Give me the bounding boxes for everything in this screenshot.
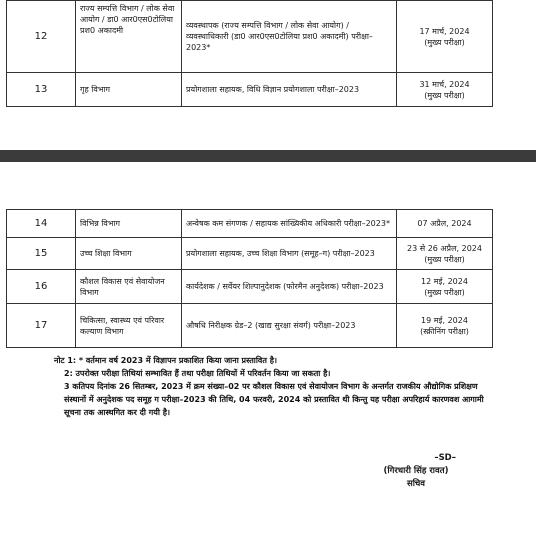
row-number: 12 bbox=[7, 1, 76, 73]
signatory-title: सचिव bbox=[406, 479, 426, 489]
department-cell: राज्य सम्पत्ति विभाग / लोक सेवा आयोग / डा0 आर0एस0टोलिया प्रश0 अकादमी bbox=[76, 1, 182, 73]
row-number: 13 bbox=[7, 73, 76, 107]
exam-type: (मुख्य परीक्षा) bbox=[424, 90, 465, 100]
exam-date: 12 मई, 2024 bbox=[421, 276, 468, 286]
row-number: 17 bbox=[7, 304, 76, 348]
table-row bbox=[7, 270, 493, 304]
page-break-band bbox=[0, 150, 536, 162]
table-row bbox=[7, 210, 493, 238]
row-number: 14 bbox=[7, 210, 76, 238]
exam-schedule-table-bottom bbox=[6, 209, 493, 348]
post-cell: प्रयोगशाला सहायक, विधि विज्ञान प्रयोगशाला परीक्षा–2023 bbox=[182, 73, 397, 107]
signatory-name: (गिरधारी सिंह रावत) bbox=[383, 466, 449, 476]
date-cell bbox=[397, 73, 493, 107]
exam-schedule-table-top bbox=[6, 0, 493, 107]
note-2: 2: उपरोक्त परीक्षा तिथियां सम्भावित हैं तथा परीक्षा तिथियों में परिवर्तन किया जा सकता है। bbox=[64, 369, 331, 378]
post-cell: प्रयोगशाला सहायक, उच्च शिक्षा विभाग (समूह–ग) परीक्षा–2023 bbox=[182, 238, 397, 270]
exam-type: (मुख्य परीक्षा) bbox=[424, 254, 465, 264]
notes-section bbox=[54, 354, 494, 419]
row-number: 16 bbox=[7, 270, 76, 304]
date-cell bbox=[397, 270, 493, 304]
note-3: 3 कतिपय दिनांक 26 सितम्बर, 2023 में क्रम संख्या–02 पर कौशल विकास एवं सेवायोजन विभाग के अन्तर्गत राजकीय औद्योगिक प्रशिक्षण संस्थानों में अनुदेशक पद समूह ग परीक्षा–2023 की तिथि, 04 फरवरी, 2024 को प्रस्तावित थी किन्तु यह परीक्षा अपरिहार्य कारणवश आगामी सूचना तक आस्थगित कर दी गयी है। bbox=[64, 382, 484, 417]
date-cell bbox=[397, 210, 493, 238]
exam-date: 19 मई, 2024 bbox=[421, 315, 468, 325]
row-number: 15 bbox=[7, 238, 76, 270]
signature-block bbox=[368, 452, 464, 491]
exam-type: (मुख्य परीक्षा) bbox=[424, 287, 465, 297]
table-row bbox=[7, 1, 493, 73]
table-row bbox=[7, 304, 493, 348]
exam-type: (स्क्रीनिंग परीक्षा) bbox=[420, 326, 469, 336]
post-cell: कार्यदेशक / सर्वेयर शिल्पानुदेशक (फोरमैन अनुदेशक) परीक्षा–2023 bbox=[182, 270, 397, 304]
table-row bbox=[7, 73, 493, 107]
department-cell: उच्च शिक्षा विभाग bbox=[76, 238, 182, 270]
signature-mark: –SD– bbox=[434, 453, 456, 463]
date-cell bbox=[397, 304, 493, 348]
department-cell: गृह विभाग bbox=[76, 73, 182, 107]
department-cell: विभिन्न विभाग bbox=[76, 210, 182, 238]
table-row bbox=[7, 238, 493, 270]
date-cell bbox=[397, 238, 493, 270]
post-cell: अन्वेषक कम संगणक / सहायक सांख्यिकीय अधिकारी परीक्षा–2023* bbox=[182, 210, 397, 238]
date-cell bbox=[397, 1, 493, 73]
exam-type: (मुख्य परीक्षा) bbox=[424, 37, 465, 47]
post-cell: औषधि निरीक्षक ग्रेड–2 (खाद्य सुरक्षा संवर्ग) परीक्षा–2023 bbox=[182, 304, 397, 348]
note-1: नोट 1: * वर्तमान वर्ष 2023 में विज्ञापन प्रकाशित किया जाना प्रस्तावित है। bbox=[54, 356, 277, 365]
exam-date: 07 अप्रैल, 2024 bbox=[417, 219, 472, 228]
exam-date: 31 मार्च, 2024 bbox=[419, 79, 470, 89]
department-cell: कौशल विकास एवं सेवायोजन विभाग bbox=[76, 270, 182, 304]
exam-date: 23 से 26 अप्रैल, 2024 bbox=[407, 243, 482, 253]
department-cell: चिकित्सा, स्वास्थ्य एवं परिवार कल्याण विभाग bbox=[76, 304, 182, 348]
exam-date: 17 मार्च, 2024 bbox=[419, 26, 470, 36]
page-gap bbox=[0, 162, 536, 209]
post-cell: व्यवस्थापक (राज्य सम्पत्ति विभाग / लोक सेवा आयोग) / व्यवस्थाधिकारी (डा0 आर0एस0टोलिया प्रश0 अकादमी) परीक्षा–2023* bbox=[182, 1, 397, 73]
